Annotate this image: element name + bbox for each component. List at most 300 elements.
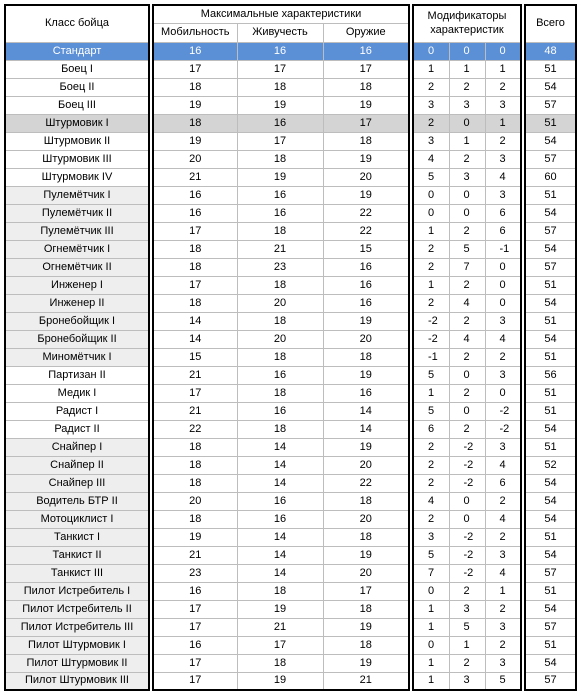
table-row <box>5 150 576 168</box>
header-class: Класс бойца <box>5 5 149 42</box>
table-row <box>5 510 576 528</box>
mod-weapon-cell: 2 <box>485 132 521 150</box>
mod-mobility-cell: -2 <box>413 330 449 348</box>
mod-weapon-cell: 2 <box>485 528 521 546</box>
table-row <box>5 474 576 492</box>
mod-mobility-cell: 3 <box>413 96 449 114</box>
class-name-cell: Пилот Штурмовик I <box>5 636 149 654</box>
mobility-cell: 21 <box>153 402 237 420</box>
mod-mobility-cell: 0 <box>413 582 449 600</box>
table-row <box>5 294 576 312</box>
total-cell: 57 <box>525 564 576 582</box>
vitality-cell: 19 <box>237 96 323 114</box>
class-name-cell: Штурмовик IV <box>5 168 149 186</box>
vitality-cell: 21 <box>237 240 323 258</box>
mod-weapon-cell: 3 <box>485 654 521 672</box>
mod-mobility-cell: 4 <box>413 492 449 510</box>
mod-weapon-cell: 3 <box>485 438 521 456</box>
mod-vitality-cell: 5 <box>449 618 485 636</box>
vitality-cell: 23 <box>237 258 323 276</box>
mod-vitality-cell: 1 <box>449 636 485 654</box>
vitality-cell: 16 <box>237 186 323 204</box>
weapon-cell: 16 <box>323 258 409 276</box>
mobility-cell: 18 <box>153 474 237 492</box>
weapon-cell: 20 <box>323 564 409 582</box>
table-row <box>5 96 576 114</box>
mod-vitality-cell: 2 <box>449 222 485 240</box>
mod-vitality-cell: 5 <box>449 240 485 258</box>
mod-mobility-cell: 5 <box>413 168 449 186</box>
total-cell: 51 <box>525 402 576 420</box>
mod-vitality-cell: -2 <box>449 546 485 564</box>
class-name-cell: Пилот Истребитель II <box>5 600 149 618</box>
total-cell: 54 <box>525 330 576 348</box>
vitality-cell: 18 <box>237 348 323 366</box>
mod-vitality-cell: 3 <box>449 600 485 618</box>
weapon-cell: 18 <box>323 132 409 150</box>
table-row <box>5 654 576 672</box>
mod-mobility-cell: 2 <box>413 456 449 474</box>
fighter-class-table <box>4 4 577 691</box>
total-cell: 51 <box>525 276 576 294</box>
total-cell: 51 <box>525 312 576 330</box>
class-name-cell: Снайпер II <box>5 456 149 474</box>
vitality-cell: 21 <box>237 618 323 636</box>
mod-mobility-cell: 0 <box>413 42 449 60</box>
mobility-cell: 19 <box>153 132 237 150</box>
mod-vitality-cell: 2 <box>449 420 485 438</box>
mod-vitality-cell: 2 <box>449 312 485 330</box>
class-name-cell: Инженер II <box>5 294 149 312</box>
mobility-cell: 18 <box>153 456 237 474</box>
table-row <box>5 582 576 600</box>
table-row <box>5 438 576 456</box>
mod-vitality-cell: 2 <box>449 348 485 366</box>
class-name-cell: Танкист III <box>5 564 149 582</box>
mod-weapon-cell: 0 <box>485 294 521 312</box>
weapon-cell: 20 <box>323 330 409 348</box>
class-name-cell: Бронебойщик II <box>5 330 149 348</box>
mod-weapon-cell: 2 <box>485 348 521 366</box>
table-row <box>5 168 576 186</box>
weapon-cell: 19 <box>323 366 409 384</box>
mobility-cell: 21 <box>153 168 237 186</box>
table-row <box>5 42 576 60</box>
class-name-cell: Партизан II <box>5 366 149 384</box>
mod-vitality-cell: 4 <box>449 294 485 312</box>
total-cell: 51 <box>525 60 576 78</box>
table-row <box>5 672 576 690</box>
total-cell: 57 <box>525 618 576 636</box>
mobility-cell: 19 <box>153 96 237 114</box>
mobility-cell: 15 <box>153 348 237 366</box>
total-cell: 51 <box>525 582 576 600</box>
total-cell: 60 <box>525 168 576 186</box>
weapon-cell: 16 <box>323 384 409 402</box>
weapon-cell: 19 <box>323 438 409 456</box>
vitality-cell: 19 <box>237 600 323 618</box>
vitality-cell: 18 <box>237 150 323 168</box>
vitality-cell: 18 <box>237 78 323 96</box>
mobility-cell: 14 <box>153 312 237 330</box>
total-cell: 56 <box>525 366 576 384</box>
vitality-cell: 16 <box>237 42 323 60</box>
mod-vitality-cell: 4 <box>449 330 485 348</box>
mobility-cell: 17 <box>153 618 237 636</box>
table-row <box>5 60 576 78</box>
class-name-cell: Бронебойщик I <box>5 312 149 330</box>
mobility-cell: 22 <box>153 420 237 438</box>
total-cell: 57 <box>525 672 576 690</box>
class-name-cell: Пилот Штурмовик III <box>5 672 149 690</box>
class-name-cell: Радист II <box>5 420 149 438</box>
mod-vitality-cell: 0 <box>449 186 485 204</box>
class-name-cell: Стандарт <box>5 42 149 60</box>
mod-vitality-cell: -2 <box>449 438 485 456</box>
total-cell: 54 <box>525 600 576 618</box>
class-name-cell: Танкист I <box>5 528 149 546</box>
mod-mobility-cell: 2 <box>413 240 449 258</box>
mod-vitality-cell: 0 <box>449 510 485 528</box>
mod-mobility-cell: 1 <box>413 276 449 294</box>
mod-vitality-cell: -2 <box>449 528 485 546</box>
total-cell: 54 <box>525 654 576 672</box>
total-cell: 54 <box>525 492 576 510</box>
mod-mobility-cell: 2 <box>413 474 449 492</box>
mod-vitality-cell: -2 <box>449 564 485 582</box>
mobility-cell: 20 <box>153 492 237 510</box>
vitality-cell: 16 <box>237 402 323 420</box>
total-cell: 51 <box>525 384 576 402</box>
total-cell: 52 <box>525 456 576 474</box>
weapon-cell: 14 <box>323 420 409 438</box>
mod-mobility-cell: 1 <box>413 60 449 78</box>
vitality-cell: 18 <box>237 654 323 672</box>
mod-weapon-cell: 3 <box>485 96 521 114</box>
table-row <box>5 366 576 384</box>
mobility-cell: 19 <box>153 528 237 546</box>
mobility-cell: 17 <box>153 60 237 78</box>
total-cell: 54 <box>525 546 576 564</box>
table-row <box>5 258 576 276</box>
vitality-cell: 16 <box>237 492 323 510</box>
class-name-cell: Пилот Штурмовик II <box>5 654 149 672</box>
table-row <box>5 312 576 330</box>
mod-vitality-cell: 0 <box>449 366 485 384</box>
mod-mobility-cell: 0 <box>413 186 449 204</box>
header-modifiers: Модификаторы характеристик <box>413 5 521 42</box>
mobility-cell: 18 <box>153 510 237 528</box>
mod-vitality-cell: 1 <box>449 60 485 78</box>
class-name-cell: Пулемётчик III <box>5 222 149 240</box>
mod-weapon-cell: -2 <box>485 402 521 420</box>
weapon-cell: 19 <box>323 546 409 564</box>
total-cell: 54 <box>525 78 576 96</box>
mod-weapon-cell: 4 <box>485 564 521 582</box>
total-cell: 54 <box>525 294 576 312</box>
table-row <box>5 618 576 636</box>
mod-mobility-cell: 1 <box>413 618 449 636</box>
weapon-cell: 22 <box>323 222 409 240</box>
table-row <box>5 204 576 222</box>
mobility-cell: 21 <box>153 366 237 384</box>
weapon-cell: 16 <box>323 276 409 294</box>
total-cell: 51 <box>525 438 576 456</box>
table-row <box>5 636 576 654</box>
mod-vitality-cell: 2 <box>449 78 485 96</box>
mod-weapon-cell: 2 <box>485 492 521 510</box>
weapon-cell: 19 <box>323 186 409 204</box>
mod-mobility-cell: 2 <box>413 438 449 456</box>
weapon-cell: 18 <box>323 528 409 546</box>
total-cell: 54 <box>525 204 576 222</box>
weapon-cell: 21 <box>323 672 409 690</box>
weapon-cell: 15 <box>323 240 409 258</box>
weapon-cell: 16 <box>323 294 409 312</box>
weapon-cell: 16 <box>323 42 409 60</box>
table-row <box>5 402 576 420</box>
mod-weapon-cell: -1 <box>485 240 521 258</box>
header-weapon: Оружие <box>323 23 409 42</box>
mod-mobility-cell: 3 <box>413 132 449 150</box>
header-vitality: Живучесть <box>237 23 323 42</box>
total-cell: 51 <box>525 114 576 132</box>
mod-vitality-cell: 0 <box>449 114 485 132</box>
mod-vitality-cell: 2 <box>449 582 485 600</box>
class-name-cell: Штурмовик I <box>5 114 149 132</box>
mobility-cell: 17 <box>153 672 237 690</box>
total-cell: 54 <box>525 474 576 492</box>
table-row <box>5 600 576 618</box>
mod-vitality-cell: 7 <box>449 258 485 276</box>
table-row <box>5 276 576 294</box>
vitality-cell: 16 <box>237 204 323 222</box>
weapon-cell: 19 <box>323 312 409 330</box>
weapon-cell: 17 <box>323 582 409 600</box>
mod-vitality-cell: 0 <box>449 402 485 420</box>
mod-mobility-cell: 5 <box>413 366 449 384</box>
class-name-cell: Штурмовик II <box>5 132 149 150</box>
class-name-cell: Пилот Истребитель I <box>5 582 149 600</box>
mobility-cell: 17 <box>153 222 237 240</box>
mod-mobility-cell: -1 <box>413 348 449 366</box>
vitality-cell: 17 <box>237 636 323 654</box>
mobility-cell: 18 <box>153 294 237 312</box>
table-row <box>5 330 576 348</box>
mod-weapon-cell: 3 <box>485 312 521 330</box>
mod-mobility-cell: 2 <box>413 294 449 312</box>
table-row <box>5 546 576 564</box>
weapon-cell: 18 <box>323 492 409 510</box>
mod-vitality-cell: -2 <box>449 474 485 492</box>
mobility-cell: 18 <box>153 240 237 258</box>
class-name-cell: Пилот Истребитель III <box>5 618 149 636</box>
mod-vitality-cell: 2 <box>449 276 485 294</box>
total-cell: 48 <box>525 42 576 60</box>
mobility-cell: 21 <box>153 546 237 564</box>
mod-weapon-cell: 4 <box>485 168 521 186</box>
mobility-cell: 16 <box>153 204 237 222</box>
table-row <box>5 114 576 132</box>
mod-weapon-cell: 4 <box>485 456 521 474</box>
mod-mobility-cell: 6 <box>413 420 449 438</box>
weapon-cell: 18 <box>323 78 409 96</box>
mod-mobility-cell: 5 <box>413 402 449 420</box>
vitality-cell: 18 <box>237 582 323 600</box>
total-cell: 51 <box>525 186 576 204</box>
mod-weapon-cell: 0 <box>485 384 521 402</box>
table-row <box>5 222 576 240</box>
mod-mobility-cell: -2 <box>413 312 449 330</box>
mod-weapon-cell: 0 <box>485 42 521 60</box>
mod-vitality-cell: 2 <box>449 384 485 402</box>
mod-mobility-cell: 4 <box>413 150 449 168</box>
table-row <box>5 240 576 258</box>
weapon-cell: 22 <box>323 474 409 492</box>
mod-mobility-cell: 2 <box>413 78 449 96</box>
vitality-cell: 14 <box>237 456 323 474</box>
vitality-cell: 18 <box>237 222 323 240</box>
table-row <box>5 384 576 402</box>
vitality-cell: 14 <box>237 546 323 564</box>
mod-weapon-cell: 1 <box>485 60 521 78</box>
mod-vitality-cell: 0 <box>449 42 485 60</box>
mobility-cell: 17 <box>153 600 237 618</box>
class-name-cell: Снайпер III <box>5 474 149 492</box>
table-row <box>5 420 576 438</box>
total-cell: 51 <box>525 636 576 654</box>
table-body <box>5 42 576 690</box>
weapon-cell: 19 <box>323 618 409 636</box>
vitality-cell: 14 <box>237 474 323 492</box>
table-row <box>5 186 576 204</box>
mod-weapon-cell: -2 <box>485 420 521 438</box>
mod-weapon-cell: 1 <box>485 114 521 132</box>
table-row <box>5 564 576 582</box>
mod-mobility-cell: 5 <box>413 546 449 564</box>
table-row <box>5 528 576 546</box>
class-name-cell: Водитель БТР II <box>5 492 149 510</box>
class-name-cell: Пулемётчик II <box>5 204 149 222</box>
total-cell: 54 <box>525 420 576 438</box>
vitality-cell: 17 <box>237 132 323 150</box>
class-name-cell: Пулемётчик I <box>5 186 149 204</box>
vitality-cell: 18 <box>237 312 323 330</box>
mod-weapon-cell: 2 <box>485 78 521 96</box>
vitality-cell: 20 <box>237 294 323 312</box>
mobility-cell: 14 <box>153 330 237 348</box>
header-mobility: Мобильность <box>153 23 237 42</box>
vitality-cell: 18 <box>237 420 323 438</box>
mod-mobility-cell: 7 <box>413 564 449 582</box>
mod-weapon-cell: 1 <box>485 582 521 600</box>
mod-vitality-cell: 3 <box>449 168 485 186</box>
mod-weapon-cell: 3 <box>485 618 521 636</box>
mobility-cell: 16 <box>153 636 237 654</box>
total-cell: 57 <box>525 96 576 114</box>
class-name-cell: Огнемётчик I <box>5 240 149 258</box>
vitality-cell: 16 <box>237 510 323 528</box>
total-cell: 57 <box>525 222 576 240</box>
mod-weapon-cell: 6 <box>485 204 521 222</box>
mobility-cell: 18 <box>153 78 237 96</box>
mod-vitality-cell: 1 <box>449 132 485 150</box>
mobility-cell: 16 <box>153 186 237 204</box>
vitality-cell: 19 <box>237 168 323 186</box>
mod-mobility-cell: 3 <box>413 528 449 546</box>
weapon-cell: 19 <box>323 150 409 168</box>
vitality-cell: 14 <box>237 438 323 456</box>
total-cell: 51 <box>525 528 576 546</box>
weapon-cell: 20 <box>323 510 409 528</box>
vitality-cell: 16 <box>237 114 323 132</box>
mod-weapon-cell: 6 <box>485 222 521 240</box>
mobility-cell: 18 <box>153 114 237 132</box>
mod-weapon-cell: 3 <box>485 366 521 384</box>
mod-weapon-cell: 3 <box>485 546 521 564</box>
table-row <box>5 348 576 366</box>
vitality-cell: 19 <box>237 672 323 690</box>
class-name-cell: Огнемётчик II <box>5 258 149 276</box>
mod-mobility-cell: 1 <box>413 600 449 618</box>
mod-mobility-cell: 2 <box>413 510 449 528</box>
vitality-cell: 14 <box>237 528 323 546</box>
mod-weapon-cell: 4 <box>485 510 521 528</box>
vitality-cell: 18 <box>237 384 323 402</box>
mod-vitality-cell: 3 <box>449 672 485 690</box>
class-name-cell: Инженер I <box>5 276 149 294</box>
mod-mobility-cell: 2 <box>413 258 449 276</box>
table-row <box>5 78 576 96</box>
weapon-cell: 20 <box>323 456 409 474</box>
total-cell: 54 <box>525 132 576 150</box>
total-cell: 54 <box>525 510 576 528</box>
weapon-cell: 14 <box>323 402 409 420</box>
weapon-cell: 18 <box>323 636 409 654</box>
mobility-cell: 20 <box>153 150 237 168</box>
class-name-cell: Радист I <box>5 402 149 420</box>
mobility-cell: 17 <box>153 654 237 672</box>
mod-vitality-cell: 2 <box>449 150 485 168</box>
table-row <box>5 132 576 150</box>
mod-weapon-cell: 4 <box>485 330 521 348</box>
mod-vitality-cell: -2 <box>449 456 485 474</box>
weapon-cell: 20 <box>323 168 409 186</box>
class-name-cell: Мотоциклист I <box>5 510 149 528</box>
mobility-cell: 23 <box>153 564 237 582</box>
mod-weapon-cell: 0 <box>485 258 521 276</box>
mod-weapon-cell: 2 <box>485 600 521 618</box>
mod-mobility-cell: 1 <box>413 384 449 402</box>
class-name-cell: Медик I <box>5 384 149 402</box>
mobility-cell: 17 <box>153 276 237 294</box>
class-name-cell: Боец I <box>5 60 149 78</box>
mod-weapon-cell: 3 <box>485 186 521 204</box>
mobility-cell: 18 <box>153 438 237 456</box>
table-row <box>5 492 576 510</box>
class-name-cell: Штурмовик III <box>5 150 149 168</box>
weapon-cell: 18 <box>323 600 409 618</box>
vitality-cell: 18 <box>237 276 323 294</box>
mod-mobility-cell: 1 <box>413 654 449 672</box>
total-cell: 57 <box>525 150 576 168</box>
class-name-cell: Миномётчик I <box>5 348 149 366</box>
mobility-cell: 18 <box>153 258 237 276</box>
mod-weapon-cell: 6 <box>485 474 521 492</box>
mod-vitality-cell: 3 <box>449 96 485 114</box>
mod-mobility-cell: 1 <box>413 672 449 690</box>
vitality-cell: 20 <box>237 330 323 348</box>
